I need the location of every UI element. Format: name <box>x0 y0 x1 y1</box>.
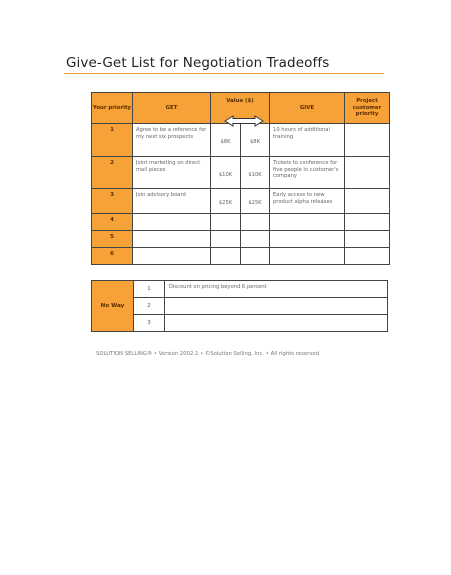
get-value-cell[interactable] <box>211 231 241 248</box>
no-way-item[interactable]: Discount on pricing beyond 6 percent <box>165 281 388 298</box>
get-value-cell[interactable]: $10K <box>211 157 241 189</box>
give-cell[interactable] <box>270 214 345 231</box>
get-cell[interactable]: Agree to be a reference for my next six prospects <box>133 124 211 157</box>
customer-priority-cell[interactable] <box>345 124 390 157</box>
no-way-number: 3 <box>134 315 165 332</box>
row-priority: 4 <box>92 214 133 231</box>
customer-priority-cell[interactable] <box>345 214 390 231</box>
give-cell[interactable]: Tickets to conference for five people in customer's company <box>270 157 345 189</box>
no-way-number: 1 <box>134 281 165 298</box>
get-cell[interactable] <box>133 248 211 265</box>
table-row <box>92 189 390 214</box>
give-cell[interactable]: Early access to new product alpha releases <box>270 189 345 214</box>
give-cell[interactable] <box>270 231 345 248</box>
give-cell[interactable] <box>270 248 345 265</box>
customer-priority-cell[interactable] <box>345 231 390 248</box>
header-give: GIVE <box>270 93 345 124</box>
header-get: GET <box>133 93 211 124</box>
header-your-priority: Your priority <box>92 93 133 124</box>
no-way-label: No Way <box>92 281 134 332</box>
no-way-table <box>91 280 388 332</box>
give-value-cell[interactable] <box>241 231 270 248</box>
give-value-cell[interactable] <box>241 248 270 265</box>
customer-priority-cell[interactable] <box>345 157 390 189</box>
table-row <box>92 298 388 315</box>
table-row <box>92 157 390 189</box>
get-value-cell[interactable]: $25K <box>211 189 241 214</box>
no-way-number: 2 <box>134 298 165 315</box>
table-row <box>92 124 390 157</box>
get-value-cell[interactable] <box>211 248 241 265</box>
customer-priority-cell[interactable] <box>345 189 390 214</box>
table-row <box>92 248 390 265</box>
table-row <box>92 231 390 248</box>
table-row <box>92 214 390 231</box>
give-value-cell[interactable]: $25K <box>241 189 270 214</box>
no-way-item[interactable] <box>165 298 388 315</box>
row-priority: 2 <box>92 157 133 189</box>
get-cell[interactable] <box>133 214 211 231</box>
header-value: Value ($) <box>211 93 270 124</box>
table-row <box>92 281 388 298</box>
get-cell[interactable] <box>133 231 211 248</box>
row-priority: 5 <box>92 231 133 248</box>
give-value-cell[interactable] <box>241 214 270 231</box>
document-footer: SOLUTION SELLING® • Version 2002.1 • ©Solution Selling, Inc. • All rights reserved <box>96 351 320 357</box>
get-value-cell[interactable] <box>211 214 241 231</box>
table-row <box>92 315 388 332</box>
header-project-customer-priority: Project customer priority <box>345 93 390 124</box>
row-priority: 1 <box>92 124 133 157</box>
title-underline <box>64 73 384 74</box>
get-value-cell[interactable]: $8K <box>211 124 241 157</box>
no-way-item[interactable] <box>165 315 388 332</box>
customer-priority-cell[interactable] <box>345 248 390 265</box>
row-priority: 6 <box>92 248 133 265</box>
give-cell[interactable]: 10 hours of additional training <box>270 124 345 157</box>
row-priority: 3 <box>92 189 133 214</box>
give-value-cell[interactable]: $10K <box>241 157 270 189</box>
get-cell[interactable]: Joint marketing on direct mail pieces <box>133 157 211 189</box>
document-title: Give-Get List for Negotiation Tradeoffs <box>66 55 330 71</box>
double-arrow-icon <box>224 115 264 127</box>
give-value-cell[interactable]: $8K <box>241 124 270 157</box>
get-cell[interactable]: Join advisory board <box>133 189 211 214</box>
